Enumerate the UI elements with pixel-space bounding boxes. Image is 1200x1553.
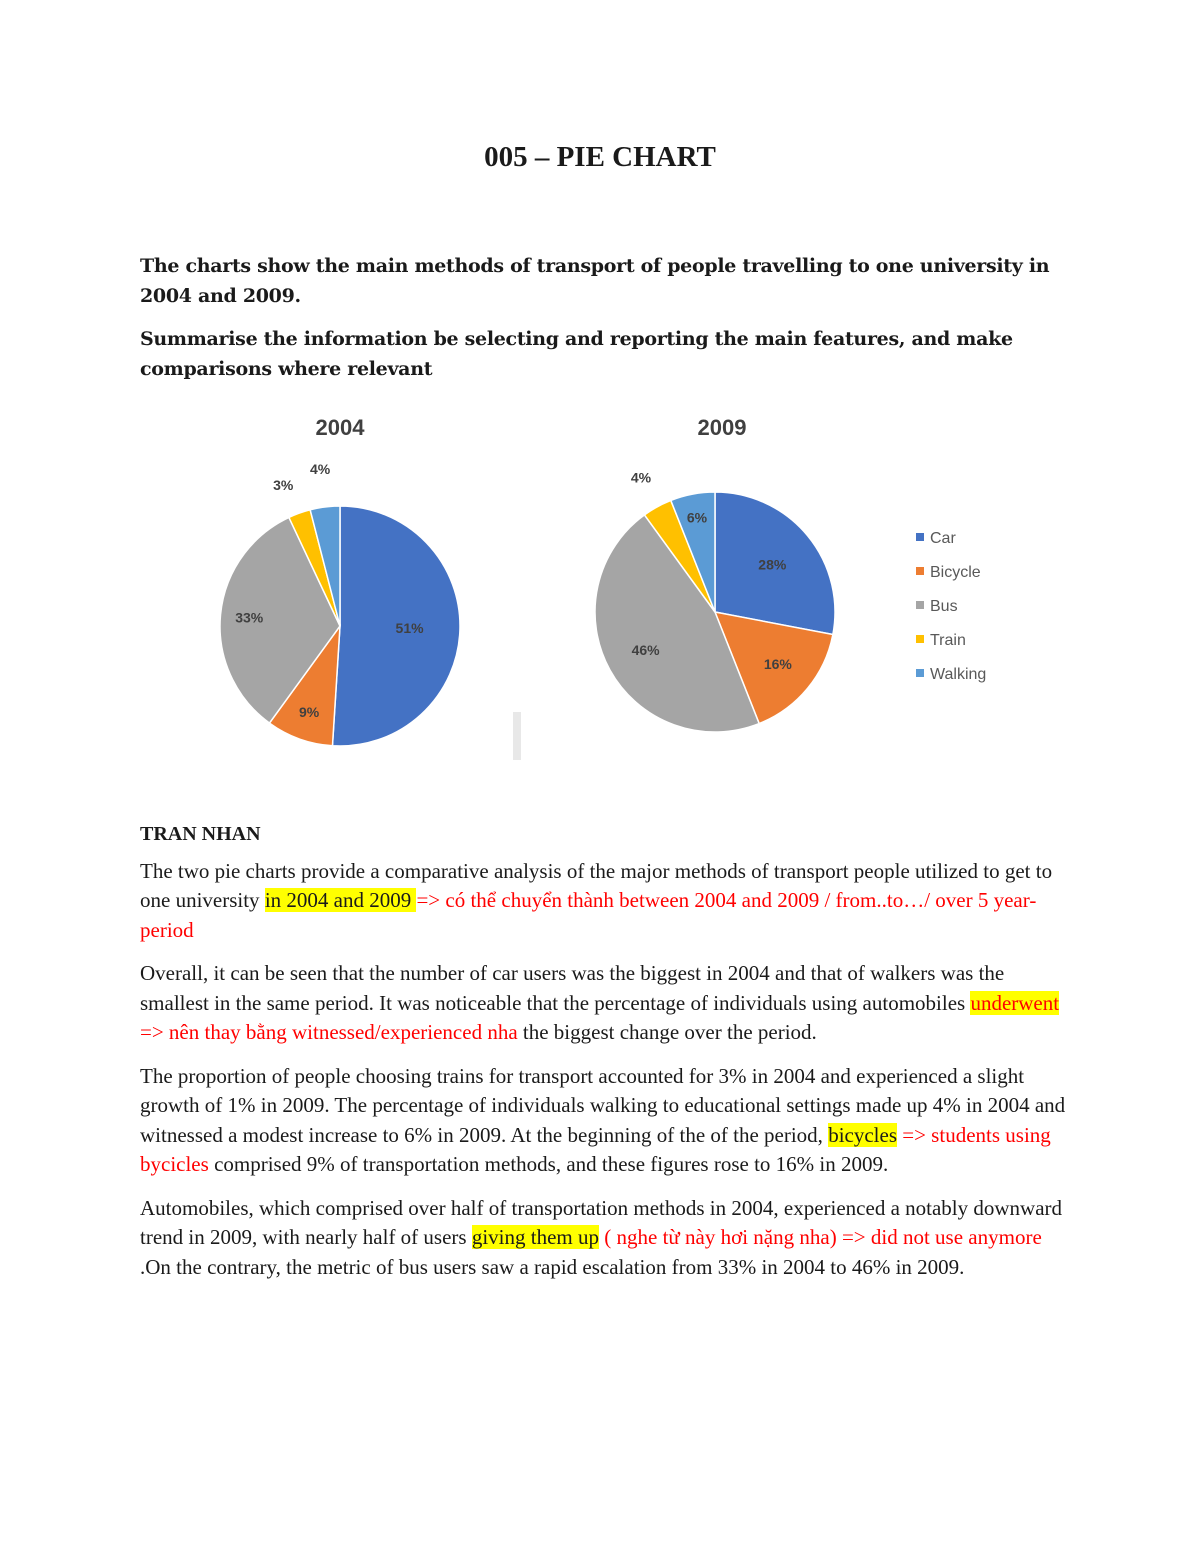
legend-label-train: Train (930, 632, 966, 649)
slice-label-bicycle: 16% (763, 656, 792, 673)
task-prompt: The charts show the main methods of transport of people travelling to one university in 2004 and 2009. (140, 255, 1050, 307)
slice-label-bicycle: 9% (298, 703, 320, 720)
essay-paragraph (140, 1062, 1070, 1180)
essay-text: The proportion of people choosing trains for transport accounted for 3% in 2004 and experienced a slight growth of 1% in 2009. The percentage of individuals walking to educational settings made up 4% in 2004 and witnessed a modest increase to 6% in 2009. At the beginning of the of the period, (140, 1063, 1066, 1147)
page-title: 005 – PIE CHART (484, 141, 716, 173)
chart-title: 2009 (697, 415, 747, 440)
correction-note: => có thể chuyển thành between 2004 and 2009 / from..to…/ over 5 year-period (140, 888, 1037, 942)
highlighted-text: in 2004 and 2009 (264, 888, 417, 912)
correction-note: ( nghe từ này hơi nặng nha) => did not use anymore (599, 1225, 1042, 1249)
essay (140, 820, 1070, 1296)
legend-swatch-train (916, 635, 924, 643)
legend-label-bicycle: Bicycle (930, 564, 981, 581)
legend-label-bus: Bus (930, 598, 958, 615)
pie-charts-svg (200, 400, 1020, 770)
essay-text: Automobiles, which comprised over half of transportation methods in 2004, experienced a notably downward trend in 2009, with nearly half of users (140, 1195, 1063, 1249)
legend-swatch-walking (916, 669, 924, 677)
essay-paragraph (140, 959, 1070, 1048)
legend-swatch-car (916, 533, 924, 541)
essay-text: Overall, it can be seen that the number of car users was the biggest in 2004 and that of walkers was the smallest in the same period. It was noticeable that the percentage of individuals using automobiles (140, 961, 1005, 1015)
essay-body (140, 857, 1070, 1283)
legend-label-walking: Walking (930, 666, 987, 683)
essay-text: comprised 9% of transportation methods, and these figures rose to 16% in 2009. (208, 1152, 889, 1176)
essay-text: .On the contrary, the metric of bus users saw a rapid escalation from 33% in 2004 to 46% in 2009. (140, 1254, 965, 1279)
legend-swatch-bus (916, 601, 924, 609)
slice-label-bus: 33% (235, 609, 264, 626)
slice-label-train: 4% (630, 469, 652, 486)
essay-paragraph (140, 1194, 1070, 1283)
highlighted-correction: underwent (970, 990, 1060, 1015)
correction-note: => students using bycicles (140, 1122, 1051, 1176)
correction-note: => nên thay bằng witnessed/experienced nha (140, 1020, 518, 1044)
slice-label-train: 3% (273, 476, 294, 493)
highlighted-text: giving them up (471, 1225, 600, 1249)
essay-paragraph (140, 857, 1070, 946)
slice-label-walking: 6% (686, 509, 708, 526)
essay-text: the biggest change over the period. (517, 1020, 817, 1044)
slice-label-walking: 4% (310, 460, 331, 477)
legend-swatch-bicycle (916, 567, 924, 575)
slice-label-car: 28% (758, 556, 787, 573)
essay-text: The two pie charts provide a comparative analysis of the major methods of transport people utilized to get to one university (140, 858, 1053, 912)
highlighted-text: bicycles (828, 1122, 897, 1147)
legend-label-car: Car (930, 530, 956, 547)
pie-charts-figure (200, 400, 1020, 770)
chart-title: 2004 (315, 415, 365, 440)
figure-divider (513, 712, 521, 760)
author-name: TRAN NHAN (140, 823, 261, 845)
slice-label-bus: 46% (631, 642, 660, 659)
slice-label-car: 51% (395, 620, 424, 637)
task-instructions: Summarise the information be selecting and reporting the main features, and make comparisons where relevant (140, 328, 1013, 380)
